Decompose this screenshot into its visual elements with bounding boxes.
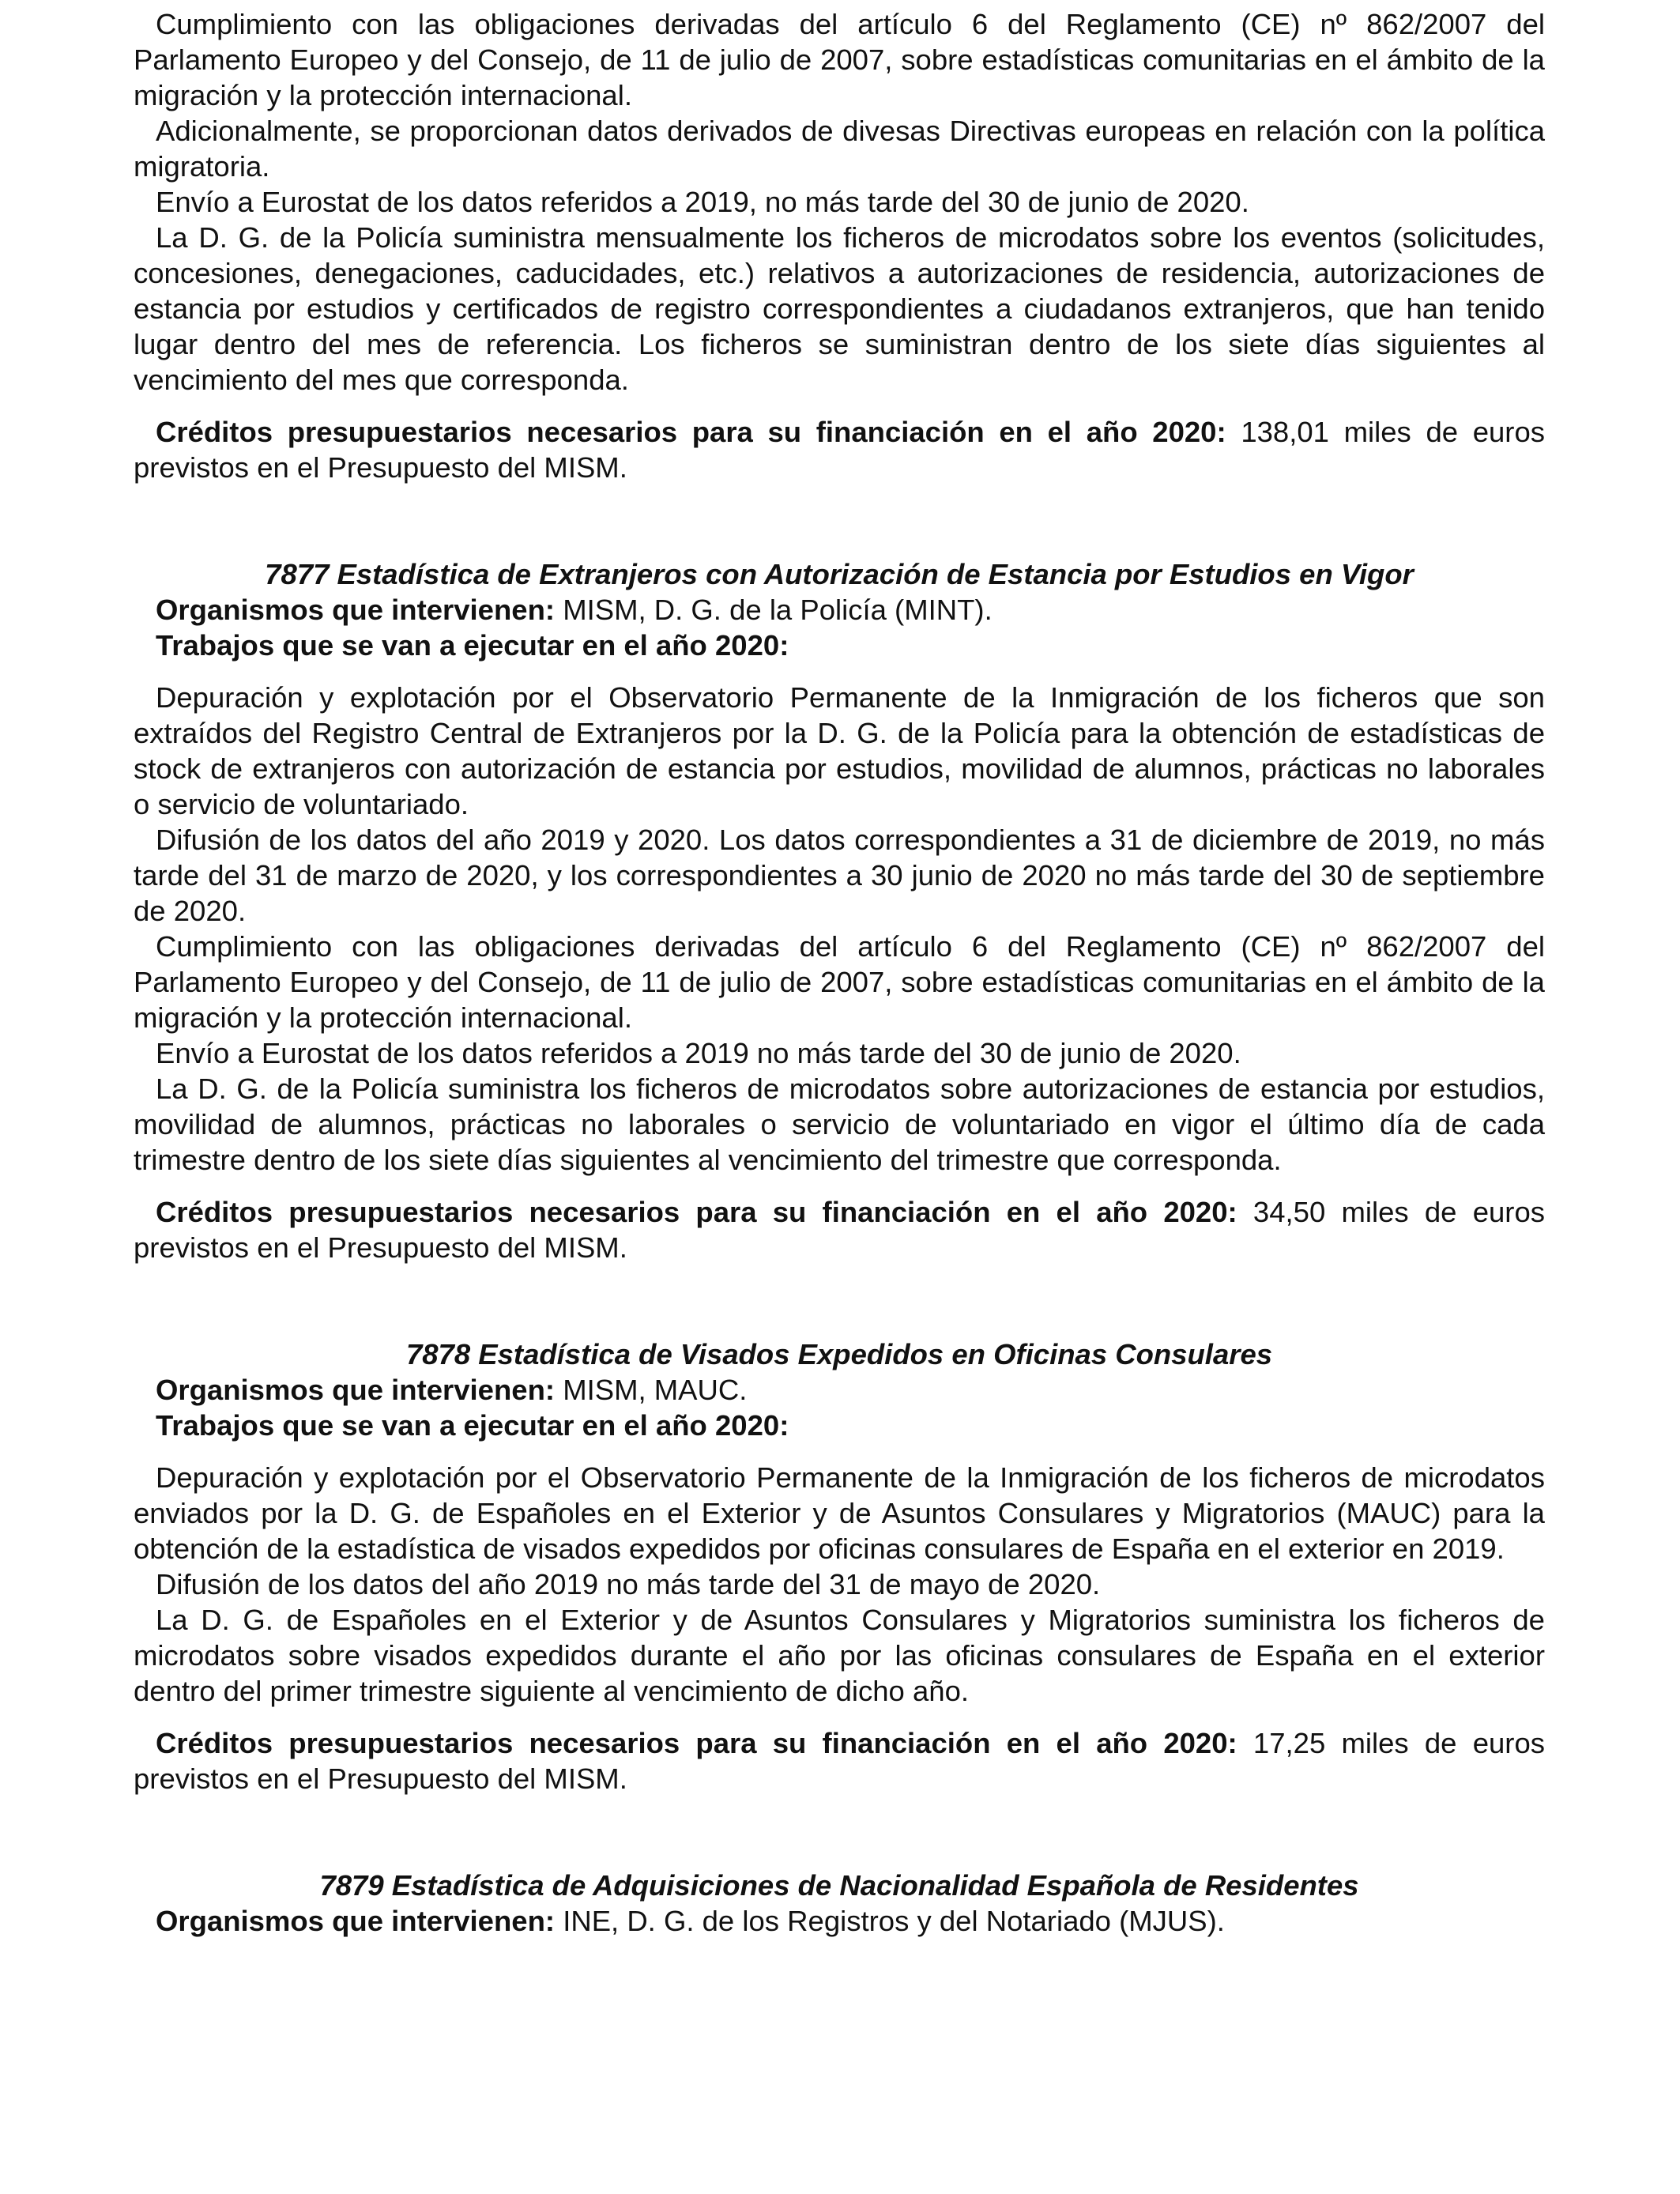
paragraph: Envío a Eurostat de los datos referidos a 2019, no más tarde del 30 de junio de 2020.: [156, 186, 1249, 218]
organisms-label: Organismos que intervienen:: [156, 1905, 556, 1937]
paragraph: Depuración y explotación por el Observatorio Permanente de la Inmigración de los ficheros de microdatos enviados por la D. G. de Españoles en el Exterior y de Asuntos Consulares y Migratorios (MAUC) para la obtención de la estadística de visados expedidos por oficinas consulares de España en el exterior en 2019.: [134, 1461, 1545, 1565]
paragraph: La D. G. de la Policía suministra los ficheros de microdatos sobre autorizaciones de estancia por estudios, movilidad de alumnos, prácticas no laborales o servicio de voluntariado en vigor el último día de cada trimestre dentro de los siete días siguientes al vencimiento del trimestre que corresponda.: [134, 1072, 1545, 1176]
section-7877: [134, 556, 1545, 1265]
credits-paragraph: [134, 1725, 1545, 1796]
section-title: 7879 Estadística de Adquisiciones de Nacionalidad Española de Residentes: [319, 1869, 1359, 1902]
intro-block: [134, 6, 1545, 485]
organisms-value: MISM, D. G. de la Policía (MINT).: [563, 594, 993, 626]
works-heading: Trabajos que se van a ejecutar en el año 2020:: [156, 629, 789, 662]
paragraph: Cumplimiento con las obligaciones derivadas del artículo 6 del Reglamento (CE) nº 862/2007 del Parlamento Europeo y del Consejo, de 11 de julio de 2007, sobre estadísticas comunitarias en el ámbito de la migración y la protección internacional.: [134, 930, 1545, 1034]
organisms-label: Organismos que intervienen:: [156, 1374, 556, 1406]
credits-value: 138,01 miles de euros previstos en el Presupuesto del MISM.: [134, 416, 1546, 484]
credits-value: 17,25 miles de euros previstos en el Presupuesto del MISM.: [134, 1727, 1545, 1795]
paragraph: Depuración y explotación por el Observatorio Permanente de la Inmigración de los ficheros que son extraídos del Registro Central de Extranjeros por la D. G. de la Policía para la obtención de estadísticas de stock de extranjeros con autorización de estancia por estudios, movilidad de alumnos, prácticas no laborales o servicio de voluntariado.: [134, 681, 1545, 820]
organisms-line: [134, 1372, 1545, 1408]
organisms-value: INE, D. G. de los Registros y del Notariado (MJUS).: [563, 1905, 1225, 1937]
credits-value: 34,50 miles de euros previstos en el Presupuesto del MISM.: [134, 1196, 1545, 1264]
document-page: [134, 6, 1545, 1939]
credits-paragraph: [134, 414, 1545, 485]
paragraph: Envío a Eurostat de los datos referidos a 2019 no más tarde del 30 de junio de 2020.: [156, 1037, 1241, 1069]
paragraph: La D. G. de la Policía suministra mensualmente los ficheros de microdatos sobre los eventos (solicitudes, concesiones, denegaciones, caducidades, etc.) relativos a autorizaciones de residencia, autorizaciones de estancia por estudios y certificados de registro correspondientes a ciudadanos extranjeros, que han tenido lugar dentro del mes de referencia. Los ficheros se suministran dentro de los siete días siguientes al vencimiento del mes que corresponda.: [134, 221, 1545, 396]
credits-label: Créditos presupuestarios necesarios para su financiación en el año 2020:: [156, 416, 1226, 448]
section-title: 7877 Estadística de Extranjeros con Autorización de Estancia por Estudios en Vigor: [265, 558, 1414, 590]
organisms-label: Organismos que intervienen:: [156, 594, 556, 626]
organisms-line: [134, 1903, 1545, 1939]
credits-paragraph: [134, 1194, 1545, 1265]
paragraph: Difusión de los datos del año 2019 y 2020. Los datos correspondientes a 31 de diciembre de 2019, no más tarde del 31 de marzo de 2020, y los correspondientes a 30 junio de 2020 no más tarde del 30 de septiembre de 2020.: [134, 824, 1545, 927]
credits-label: Créditos presupuestarios necesarios para su financiación en el año 2020:: [156, 1727, 1237, 1759]
paragraph: Cumplimiento con las obligaciones derivadas del artículo 6 del Reglamento (CE) nº 862/2007 del Parlamento Europeo y del Consejo, de 11 de julio de 2007, sobre estadísticas comunitarias en el ámbito de la migración y la protección internacional.: [134, 8, 1545, 111]
section-7878: [134, 1336, 1545, 1796]
paragraph: Difusión de los datos del año 2019 no más tarde del 31 de mayo de 2020.: [156, 1568, 1101, 1600]
section-7879: [134, 1868, 1545, 1939]
organisms-value: MISM, MAUC.: [563, 1374, 748, 1406]
works-heading: Trabajos que se van a ejecutar en el año 2020:: [156, 1409, 789, 1442]
credits-label: Créditos presupuestarios necesarios para su financiación en el año 2020:: [156, 1196, 1237, 1228]
paragraph: Adicionalmente, se proporcionan datos derivados de divesas Directivas europeas en relación con la política migratoria.: [134, 115, 1545, 183]
section-title: 7878 Estadística de Visados Expedidos en Oficinas Consulares: [405, 1338, 1273, 1370]
organisms-line: [134, 592, 1545, 628]
paragraph: La D. G. de Españoles en el Exterior y de Asuntos Consulares y Migratorios suministra los ficheros de microdatos sobre visados expedidos durante el año por las oficinas consulares de España en el exterior dentro del primer trimestre siguiente al vencimiento de dicho año.: [134, 1604, 1545, 1707]
